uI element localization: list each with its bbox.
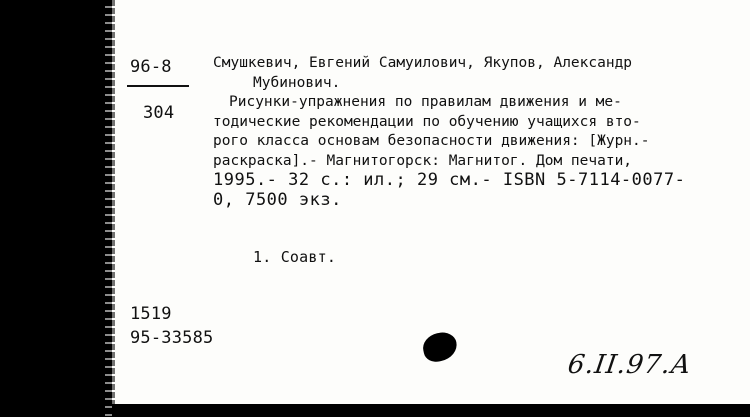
publisher-line: раскраска].- Магнитогорск: Магнитог. Дом печати, <box>213 152 633 169</box>
card-left-edge <box>105 0 115 417</box>
classification-divider <box>127 85 189 87</box>
classification-top: 96-8 <box>130 57 172 77</box>
author-line-continued: Мубинович. <box>253 74 341 91</box>
bibliographic-entry <box>213 54 733 210</box>
title-line: рого класса основам безопасности движения: [Журн.- <box>213 133 650 149</box>
imprint-line: 1995.- 32 с.: ил.; 29 см.- ISBN 5-7114-0077- <box>213 170 686 190</box>
registration-number: 95-33585 <box>130 328 214 348</box>
card-bottom-edge <box>112 404 750 417</box>
handwritten-date-note: 6.II.97.А <box>565 350 694 380</box>
card-number: 1519 <box>130 304 172 324</box>
classification-bottom: 304 <box>143 103 175 123</box>
subject-heading: 1. Соавт. <box>253 248 337 266</box>
print-run-line: 0, 7500 экз. <box>213 189 342 210</box>
title-line: тодические рекомендации по обучению учащихся вто- <box>213 113 641 130</box>
title-line: Рисунки-упражнения по правилам движения и ме- <box>229 94 622 110</box>
author-line: Смушкевич, Евгений Самуилович, Якупов, Александр <box>213 55 633 71</box>
